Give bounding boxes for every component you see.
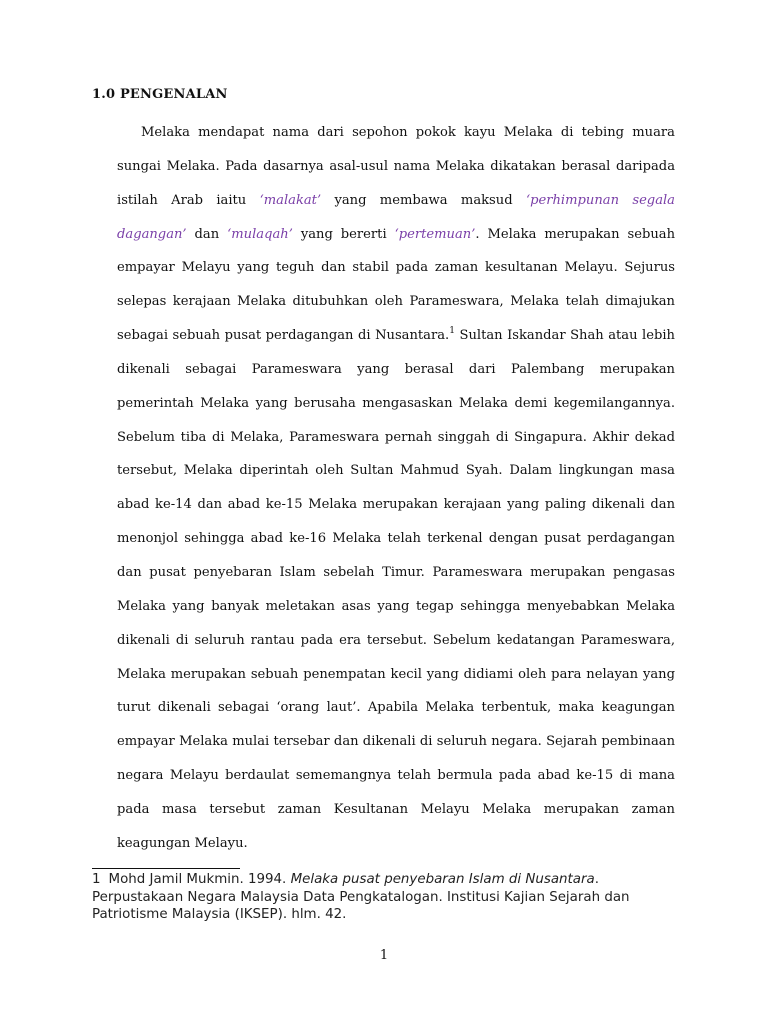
paragraph-text-6: Sultan Iskandar Shah atau lebih dikenali sebagai Parameswara yang berasal dari Palembang merupakan pemerintah Melaka yang berusaha mengasaskan Melaka demi kegemilangannya. Sebelum tiba di Melaka, Parameswara pernah singgah di Singapura. Akhir dekad tersebut, Melaka diperintah oleh Sultan Mahmud Syah. Dalam lingkungan masa abad ke-14 dan abad ke-15 Melaka merupakan kerajaan yang paling dikenali dan menonjol sehingga abad ke-16 Melaka telah terkenal dengan pusat perdagangan dan pusat penyebaran Islam sebelah Timur. Parameswara merupakan pengasas Melaka yang banyak meletakan asas yang tegap sehingga menyebabkan Melaka dikenali di seluruh rantau pada era tersebut. Sebelum kedatangan Parameswara, Melaka merupakan sebuah penempatan kecil yang didiami oleh para nelayan yang turut dikenali sebagai ‘orang laut’. Apabila Melaka terbentuk, maka keagungan empayar Melaka mulai tersebar dan dikenali di seluruh negara. Sejarah pembinaan negara Melayu berdaulat sememangnya telah bermula pada abad ke-15 di mana pada masa tersebut zaman Kesultanan Melayu Melaka merupakan zaman keagungan Melayu. [117,328,675,851]
quoted-term-malakat: ‘malakat’ [259,192,322,208]
quoted-term-mulaqah: ‘mulaqah’ [227,226,293,242]
footnote-title: Melaka pusat penyebaran Islam di Nusantara [290,872,595,887]
body-paragraph [117,116,675,861]
footnote-number: 1 [92,872,101,887]
footnote [92,871,682,924]
paragraph-text-2: yang membawa maksud [321,192,526,208]
paragraph-text-4: yang bererti [292,226,395,242]
footnote-reference[interactable]: 1 [449,326,455,337]
paragraph-text-1: Melaka mendapat nama dari sepohon pokok kayu Melaka di tebing muara sungai Melaka. Pada dasarnya asal-usul nama Melaka dikatakan berasal daripada istilah Arab iaitu [117,125,675,208]
quoted-term-perhimpunan: ‘perhimpunan segala dagangan’ [117,192,675,242]
footnote-author-year: Mohd Jamil Mukmin. 1994. [108,872,291,887]
paragraph-text-5: . Melaka merupakan sebuah empayar Melayu yang teguh dan stabil pada zaman kesultanan Melayu. Sejurus selepas kerajaan Melaka ditubuhkan oleh Parameswara, Melaka telah dimajukan sebagai sebuah pusat perdagangan di Nusantara. [117,226,676,344]
section-heading: 1.0 PENGENALAN [92,87,228,102]
footnote-separator [92,868,240,869]
quoted-term-pertemuan: ‘pertemuan’ [394,226,476,242]
paragraph-text-3: dan [186,226,228,242]
page-number: 1 [379,948,389,963]
footnote-rest: . Perpustakaan Negara Malaysia Data Pengkatalogan. Institusi Kajian Sejarah dan Patriotisme Malaysia (IKSEP). hlm. 42. [92,872,630,923]
